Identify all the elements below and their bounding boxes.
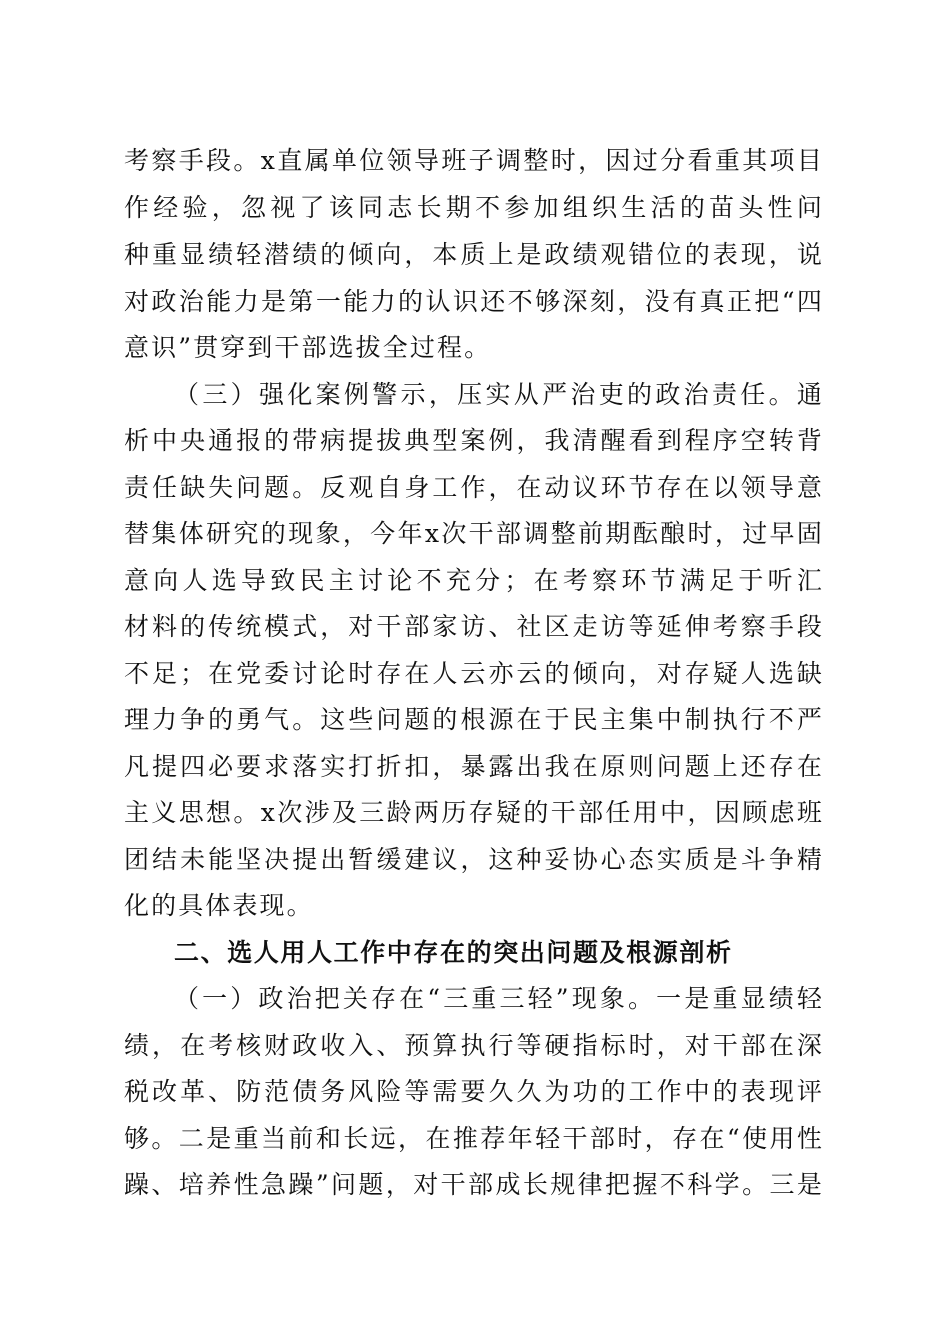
section-lead-line: （一）政治把关存在“三重三轻”现象。一是重显绩轻 bbox=[174, 984, 824, 1013]
text-line: 作经验，忽视了该同志长期不参加组织生活的苗头性问 bbox=[124, 193, 824, 222]
section-heading: 二、选人用人工作中存在的突出问题及根源剖析 bbox=[174, 938, 733, 967]
text-line: 凡提四必要求落实打折扣，暴露出我在原则问题上还存在 bbox=[124, 752, 824, 781]
text-line: 理力争的勇气。这些问题的根源在于民主集中制执行不严 bbox=[124, 705, 824, 734]
text-line: 税改革、防范债务风险等需要久久为功的工作中的表现评 bbox=[124, 1077, 824, 1106]
text-line: 躁、培养性急躁”问题，对干部成长规律把握不科学。三是 bbox=[124, 1170, 824, 1199]
section-lead-line: （三）强化案例警示，压实从严治吏的政治责任。通 bbox=[174, 380, 824, 409]
text-line: 绩，在考核财政收入、预算执行等硬指标时，对干部在深 bbox=[124, 1031, 824, 1060]
text-line: 主义思想。x次涉及三龄两历存疑的干部任用中，因顾虑班 bbox=[124, 798, 824, 827]
text-line: 团结未能坚决提出暂缓建议，这种妥协心态实质是斗争精 bbox=[124, 845, 824, 874]
text-line: 够。二是重当前和长远，在推荐年轻干部时，存在“使用性 bbox=[124, 1124, 824, 1153]
text-line: 化的具体表现。 bbox=[124, 891, 314, 920]
text-line: 考察手段。x直属单位领导班子调整时，因过分看重其项目 bbox=[124, 146, 824, 175]
text-line: 材料的传统模式，对干部家访、社区走访等延伸考察手段 bbox=[124, 612, 824, 641]
text-line: 责任缺失问题。反观自身工作，在动议环节存在以领导意 bbox=[124, 473, 824, 502]
text-line: 替集体研究的现象，今年x次干部调整前期酝酿时，过早固 bbox=[124, 519, 824, 548]
text-line: 意识”贯穿到干部选拔全过程。 bbox=[124, 333, 492, 362]
text-line: 种重显绩轻潜绩的倾向，本质上是政绩观错位的表现，说 bbox=[124, 240, 824, 269]
text-line: 析中央通报的带病提拔典型案例，我清醒看到程序空转背 bbox=[124, 426, 824, 455]
text-line: 意向人选导致民主讨论不充分；在考察环节满足于听汇 bbox=[124, 566, 824, 595]
text-line: 不足；在党委讨论时存在人云亦云的倾向，对存疑人选缺 bbox=[124, 659, 824, 688]
text-line: 对政治能力是第一能力的认识还不够深刻，没有真正把“四 bbox=[124, 287, 824, 316]
